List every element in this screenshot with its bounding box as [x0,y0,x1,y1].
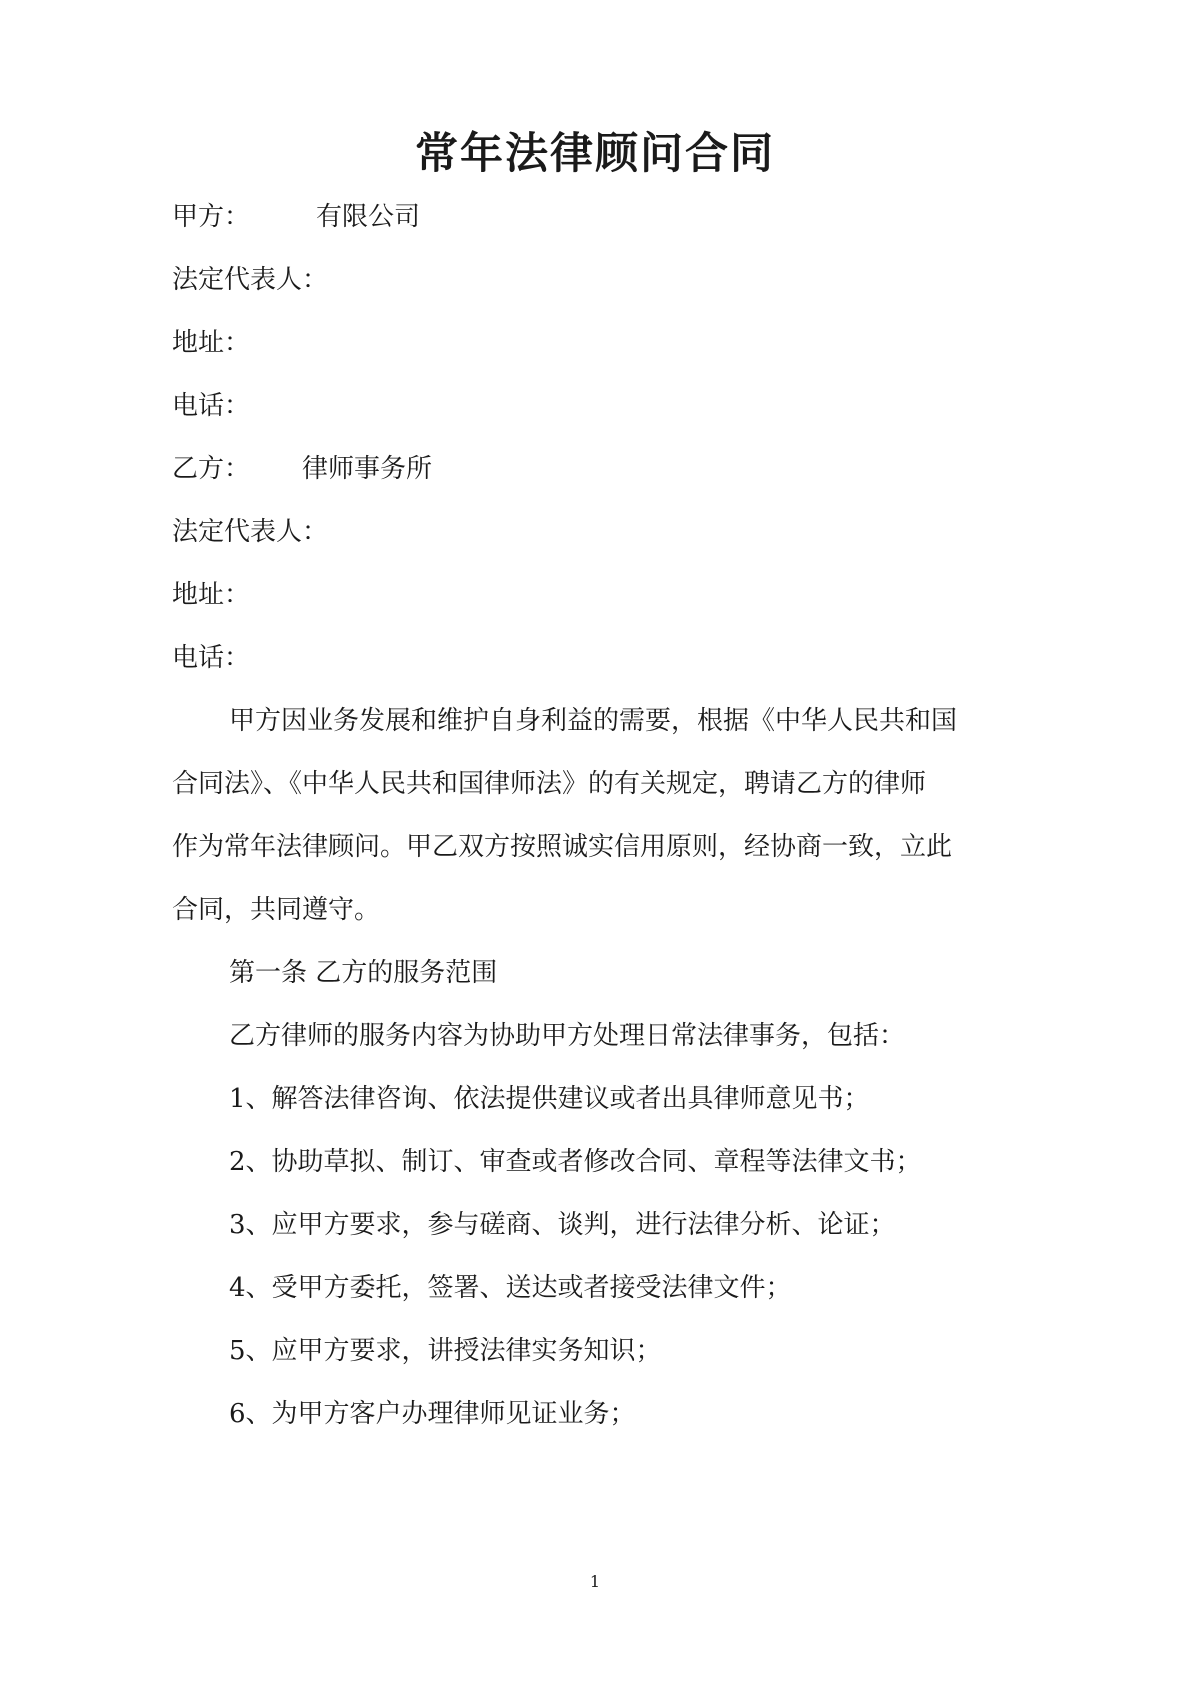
preamble-line: 合同，共同遵守。 [172,895,381,925]
party-b-line [172,449,1017,489]
party-a-name: 有限公司 [316,202,421,232]
party-a-address: 地址： [172,328,251,358]
article-1-item: 1、解答法律咨询、依法提供建议或者出具律师意见书； [229,1084,870,1114]
party-a-phone: 电话： [172,391,251,421]
page-number: 1 [589,1572,601,1591]
party-b-phone: 电话： [172,643,251,673]
article-1-item: 4、受甲方委托，签署、送达或者接受法律文件； [229,1273,792,1303]
article-1-heading: 第一条 乙方的服务范围 [229,958,498,988]
party-b-address: 地址： [172,580,251,610]
preamble-line: 甲方因业务发展和维护自身利益的需要，根据《中华人民共和国 [229,706,958,736]
article-1-item: 5、应甲方要求，讲授法律实务知识； [229,1336,662,1366]
party-b-name: 律师事务所 [302,454,433,484]
party-b-legal-rep: 法定代表人： [172,517,329,547]
party-a-line [172,197,1017,237]
article-1-item: 2、协助草拟、制订、审查或者修改合同、章程等法律文书； [229,1147,922,1177]
article-1-item: 3、应甲方要求，参与磋商、谈判，进行法律分析、论证； [229,1210,896,1240]
document-title: 常年法律顾问合同 [415,129,775,179]
party-a-label: 甲方： [172,202,251,232]
party-a-legal-rep: 法定代表人： [172,265,329,295]
article-1-item: 6、为甲方客户办理律师见证业务； [229,1399,636,1429]
article-1-intro: 乙方律师的服务内容为协助甲方处理日常法律事务，包括： [229,1021,906,1051]
party-b-label: 乙方： [172,454,251,484]
preamble-line: 合同法》、《中华人民共和国律师法》的有关规定，聘请乙方的律师 [172,769,927,799]
preamble-line: 作为常年法律顾问。甲乙双方按照诚实信用原则，经协商一致，立此 [172,832,953,862]
